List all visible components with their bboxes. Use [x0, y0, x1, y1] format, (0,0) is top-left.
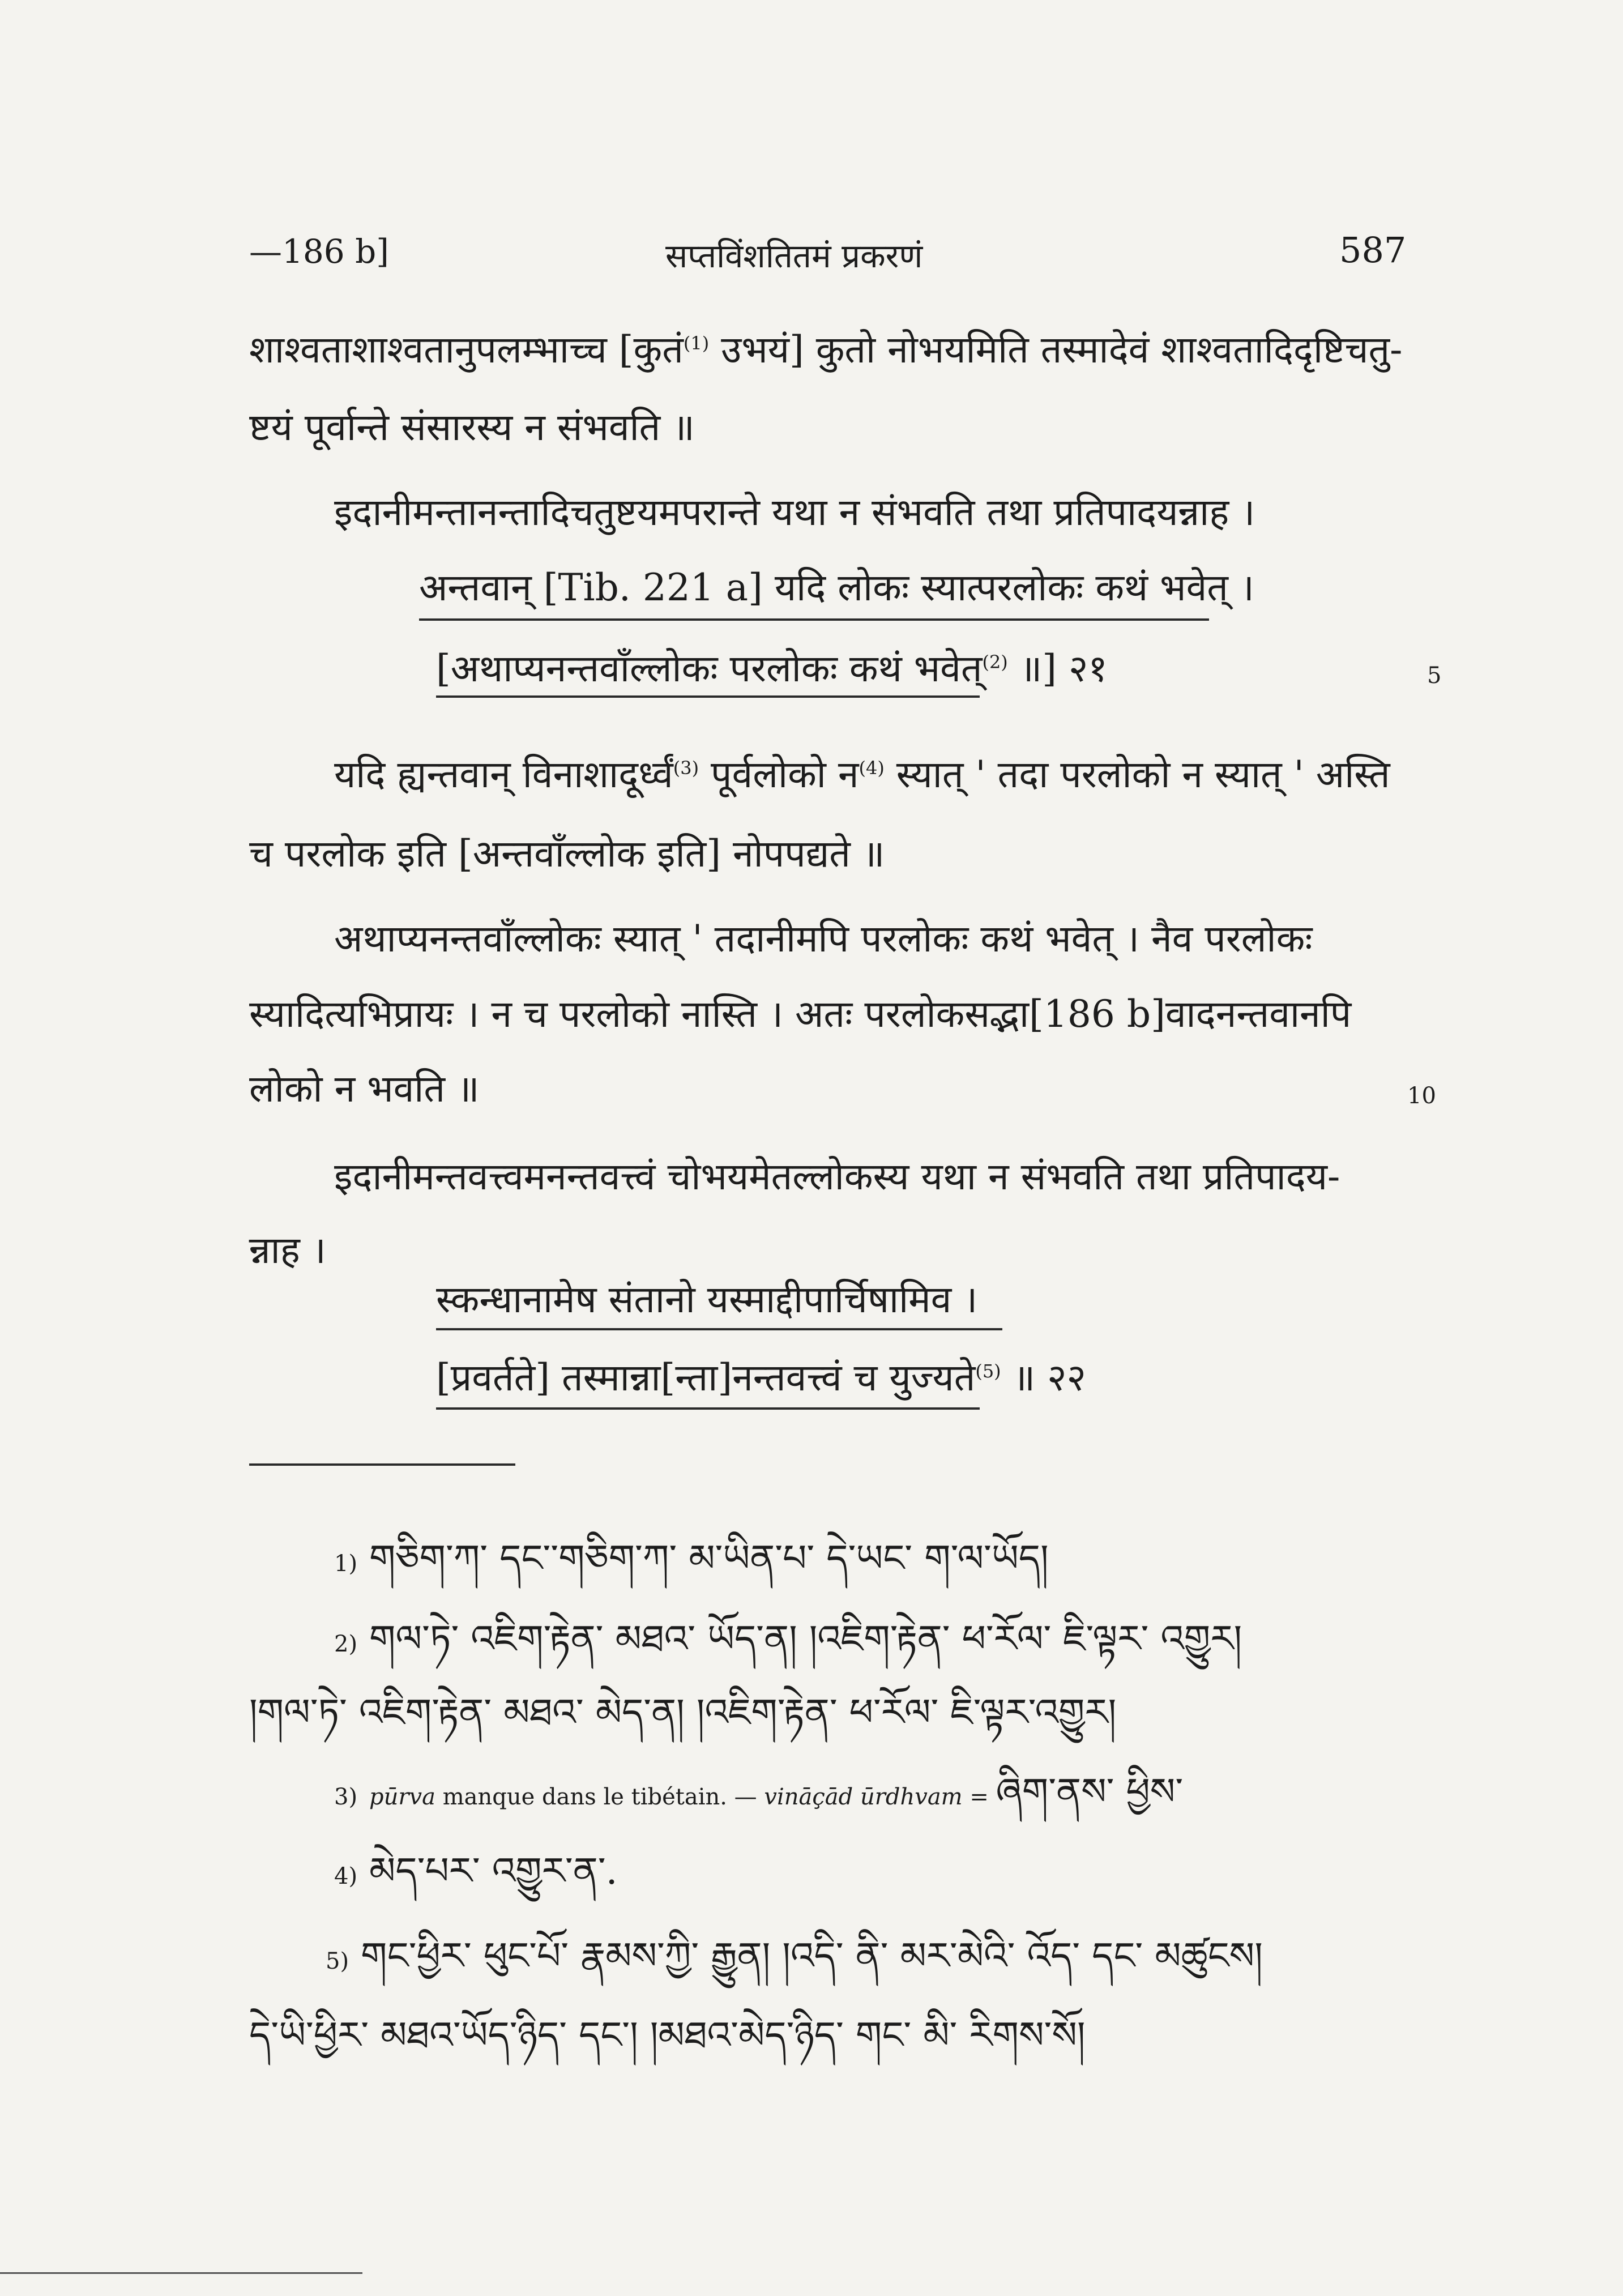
- footnote-ref: (1): [683, 332, 710, 354]
- text-line: अथाप्यनन्तवाँल्लोकः स्यात् ' तदानीमपि परलोकः कथं भवेत् । नैव परलोकः: [334, 917, 1313, 961]
- footnote-number: 1): [334, 1551, 358, 1577]
- verse-underline: [419, 618, 1209, 621]
- footnote-ref: (5): [975, 1360, 1001, 1382]
- footnote-number: 5): [326, 1948, 349, 1974]
- text-line: इदानीमन्तवत्त्वमनन्तवत्त्वं चोभयमेतल्लोकस्य यथा न संभवति तथा प्रतिपादय-: [334, 1155, 1340, 1198]
- footnote-separator: [249, 1463, 515, 1466]
- footnote-ref: (4): [859, 757, 885, 779]
- line-number: 5: [1427, 663, 1442, 689]
- footnote-number: 2): [334, 1631, 358, 1657]
- text-line: न्नाह ।: [249, 1228, 326, 1272]
- footnote-1: 1) གཅིག་ཀ་ དང་་གཅིག་ཀ་ མ་ཡིན་པ་ དེ་ཡང་ ག་ལ་ཡོད།: [334, 1537, 1049, 1580]
- footnote-5-continued: དེ་ཡི་ཕྱིར་ མཐའ་ཡོད་ཉིད་ དང་། །མཐའ་མེད་ཉིད་ གང་ མི་ རིགས་སོ།: [249, 2013, 1086, 2057]
- page-number: 587: [1339, 229, 1407, 271]
- footnote-2-continued: །གལ་ཏེ་ འཇིག་རྟེན་ མཐའ་ མེད་ན། །འཇིག་རྟེན་ ཕ་རོལ་ ཇི་ལྟར་འགྱུར།: [249, 1691, 1117, 1734]
- verse-line: अन्तवान् [Tib. 221 a] यदि लोकः स्यात्परलोकः कथं भवेत् ।: [419, 566, 1254, 609]
- footnote-3: 3) pūrva manque dans le tibétain. — vināçād ūrdhvam = ཞིག་ནས་ ཕྱིས་: [334, 1770, 1184, 1813]
- text-line: इदानीमन्तानन्तादिचतुष्टयमपरान्ते यथा न संभवति तथा प्रतिपादयन्नाह ।: [334, 490, 1255, 534]
- verse-underline: [436, 1328, 1002, 1330]
- scan-edge-line: [0, 2272, 362, 2274]
- text-line: यदि ह्यन्तवान् विनाशादूर्ध्वं$^{(3)}$ पूर्वलोको न$^{(4)}$ स्यात् ' तदा परलोको न स्यात् ' अस्ति: [334, 753, 1390, 796]
- verse-line: [अथाप्यनन्तवाँल्लोकः परलोकः कथं भवेत्$^{(2)}$ ॥] २१: [436, 647, 1108, 690]
- footnote-4: 4) མེད་པར་ འགྱུར་ན་.: [334, 1849, 618, 1893]
- text-line: लोको न भवति ॥: [249, 1067, 480, 1111]
- verse-line: स्कन्धानामेष संतानो यस्माद्दीपार्चिषामिव ।: [436, 1278, 978, 1321]
- verse-underline: [436, 1407, 980, 1410]
- text-line: स्यादित्यभिप्रायः । न च परलोको नास्ति । अतः परलोकसद्भा[186 b]वादनन्तवानपि: [249, 992, 1352, 1036]
- footnote-ref: (2): [982, 651, 1008, 673]
- header-title: सप्तविंशतितमं प्रकरणं: [665, 237, 923, 275]
- footnote-ref: (3): [673, 757, 699, 779]
- footnote-number: 3): [334, 1784, 358, 1810]
- line-number: 10: [1407, 1083, 1436, 1109]
- text-line: च परलोक इति [अन्तवाँल्लोक इति] नोपपद्यते ॥: [249, 832, 885, 876]
- text-line: शाश्वताशाश्वतानुपलम्भाच्च [कुतं$^{(1)}$ उभयं] कुतो नोभयमिति तस्मादेवं शाश्वतादिदृष्टिचतु-: [249, 328, 1403, 372]
- text-line: ष्टयं पूर्वान्ते संसारस्य न संभवति ॥: [249, 406, 695, 449]
- footnote-2: 2) གལ་ཏེ་ འཇིག་རྟེན་ མཐའ་ ཡོད་ན། །འཇིག་རྟེན་ ཕ་རོལ་ ཇི་ལྟར་ འགྱུར།: [334, 1617, 1242, 1661]
- verse-underline: [436, 695, 980, 698]
- footnote-5: 5) གང་ཕྱིར་ ཕུང་པོ་ རྣམས་ཀྱི་ རྒྱུན། །འདི་ ནི་ མར་མེའི་ འོད་ དང་ མཚུངས།: [326, 1934, 1263, 1978]
- header-left: —186 b]: [249, 232, 389, 271]
- footnote-number: 4): [334, 1863, 358, 1889]
- verse-line: [प्रवर्तते] तस्मान्ना[न्ता]नन्तवत्त्वं च युज्यते$^{(5)}$ ॥ २२: [436, 1356, 1086, 1399]
